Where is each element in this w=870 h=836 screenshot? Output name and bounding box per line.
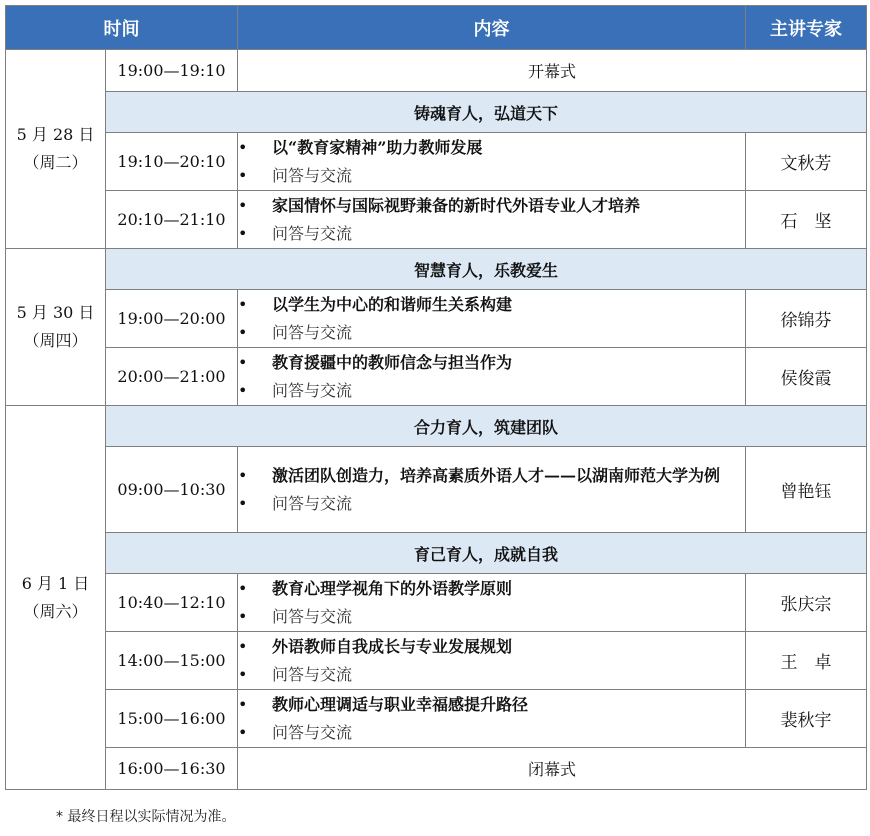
- theme-title: 育己育人，成就自我: [106, 533, 867, 574]
- session-title: 以“教育家精神”助力教师发展: [272, 137, 483, 157]
- speaker-cell: 张庆宗: [746, 574, 867, 632]
- qa-item: [238, 661, 745, 689]
- bullet-icon: •: [238, 493, 248, 513]
- date-cell: [6, 406, 106, 790]
- speaker-cell: 徐锦芬: [746, 290, 867, 348]
- date-label: 5 月 28 日: [16, 125, 95, 144]
- session-row: [6, 290, 867, 348]
- session-title-item: [238, 192, 745, 220]
- time-cell: 19:00—20:00: [106, 290, 238, 348]
- session-row: [6, 348, 867, 406]
- ceremony-title: 开幕式: [238, 50, 867, 92]
- time-cell: 20:10—21:10: [106, 191, 238, 249]
- bullet-icon: •: [238, 165, 248, 185]
- content-cell: [238, 191, 746, 249]
- theme-row: [6, 406, 867, 447]
- time-cell: 15:00—16:00: [106, 690, 238, 748]
- qa-item: [238, 719, 745, 747]
- time-cell: 19:00—19:10: [106, 50, 238, 92]
- speaker-cell: 石 坚: [746, 191, 867, 249]
- time-cell: 14:00—15:00: [106, 632, 238, 690]
- bullet-icon: •: [238, 195, 248, 215]
- session-row: [6, 133, 867, 191]
- content-cell: [238, 133, 746, 191]
- content-cell: [238, 447, 746, 533]
- time-cell: 19:10—20:10: [106, 133, 238, 191]
- time-cell: 20:00—21:00: [106, 348, 238, 406]
- ceremony-title: 闭幕式: [238, 748, 867, 790]
- header-speaker: 主讲专家: [746, 6, 867, 50]
- qa-item: [238, 220, 745, 248]
- session-title: 教育心理学视角下的外语教学原则: [272, 578, 513, 598]
- theme-title: 铸魂育人，弘道天下: [106, 92, 867, 133]
- date-cell: [6, 249, 106, 406]
- weekday-label: （周二）: [23, 153, 88, 172]
- content-cell: [238, 290, 746, 348]
- date-cell: [6, 50, 106, 249]
- weekday-label: （周六）: [23, 601, 88, 621]
- theme-row: [6, 249, 867, 290]
- date-label: 5 月 30 日: [16, 303, 95, 322]
- bullet-icon: •: [238, 694, 248, 714]
- session-row: [6, 632, 867, 690]
- qa-item: [238, 319, 745, 347]
- bullet-icon: •: [238, 636, 248, 656]
- weekday-label: （周四）: [23, 331, 88, 350]
- qa-item: [238, 162, 745, 190]
- session-title: 教师心理调适与职业幸福感提升路径: [272, 694, 529, 714]
- ceremony-row: [6, 50, 867, 92]
- session-title-item: [238, 291, 745, 319]
- speaker-cell: 文秋芳: [746, 133, 867, 191]
- bullet-icon: •: [238, 380, 248, 400]
- bullet-icon: •: [238, 606, 248, 626]
- session-title-item: [238, 134, 745, 162]
- table-header-row: [6, 6, 867, 50]
- session-title-item: [238, 575, 745, 603]
- session-title: 激活团队创造力，培养高素质外语人才——以湖南师范大学为例: [272, 465, 721, 485]
- session-title: 以学生为中心的和谐师生关系构建: [272, 294, 513, 314]
- speaker-cell: 王 卓: [746, 632, 867, 690]
- content-cell: [238, 574, 746, 632]
- session-title: 家国情怀与国际视野兼备的新时代外语专业人才培养: [272, 195, 641, 215]
- theme-title: 智慧育人，乐教爱生: [106, 249, 867, 290]
- qa-label: 问答与交流: [272, 380, 353, 400]
- ceremony-row: [6, 748, 867, 790]
- qa-item: [238, 377, 745, 405]
- date-label: 6 月 1 日: [21, 573, 90, 593]
- bullet-icon: •: [238, 722, 248, 742]
- content-cell: [238, 348, 746, 406]
- qa-item: [238, 490, 745, 518]
- bullet-icon: •: [238, 578, 248, 598]
- bullet-icon: •: [238, 664, 248, 684]
- speaker-cell: 裴秋宇: [746, 690, 867, 748]
- qa-label: 问答与交流: [272, 722, 353, 742]
- bullet-icon: •: [238, 465, 248, 485]
- bullet-icon: •: [238, 352, 248, 372]
- session-title: 教育援疆中的教师信念与担当作为: [272, 352, 513, 372]
- header-content: 内容: [238, 6, 746, 50]
- header-time: 时间: [6, 6, 238, 50]
- session-title-item: [238, 633, 745, 661]
- schedule-table: [5, 5, 867, 790]
- qa-label: 问答与交流: [272, 664, 353, 684]
- session-row: [6, 191, 867, 249]
- speaker-cell: 侯俊霞: [746, 348, 867, 406]
- schedule-body: [6, 50, 867, 790]
- bullet-icon: •: [238, 137, 248, 157]
- session-row: [6, 447, 867, 533]
- qa-label: 问答与交流: [272, 606, 353, 626]
- qa-label: 问答与交流: [272, 165, 353, 185]
- theme-title: 合力育人，筑建团队: [106, 406, 867, 447]
- qa-label: 问答与交流: [272, 493, 353, 513]
- qa-label: 问答与交流: [272, 322, 353, 342]
- session-title-item: [238, 462, 745, 490]
- theme-row: [6, 533, 867, 574]
- bullet-icon: •: [238, 223, 248, 243]
- qa-item: [238, 603, 745, 631]
- bullet-icon: •: [238, 322, 248, 342]
- bullet-icon: •: [238, 294, 248, 314]
- theme-row: [6, 92, 867, 133]
- content-cell: [238, 690, 746, 748]
- session-row: [6, 574, 867, 632]
- content-cell: [238, 632, 746, 690]
- speaker-cell: 曾艳钰: [746, 447, 867, 533]
- time-cell: 10:40—12:10: [106, 574, 238, 632]
- session-title: 外语教师自我成长与专业发展规划: [272, 636, 513, 656]
- footnote: * 最终日程以实际情况为准。: [56, 809, 236, 825]
- session-row: [6, 690, 867, 748]
- session-title-item: [238, 349, 745, 377]
- qa-label: 问答与交流: [272, 223, 353, 243]
- time-cell: 09:00—10:30: [106, 447, 238, 533]
- session-title-item: [238, 691, 745, 719]
- time-cell: 16:00—16:30: [106, 748, 238, 790]
